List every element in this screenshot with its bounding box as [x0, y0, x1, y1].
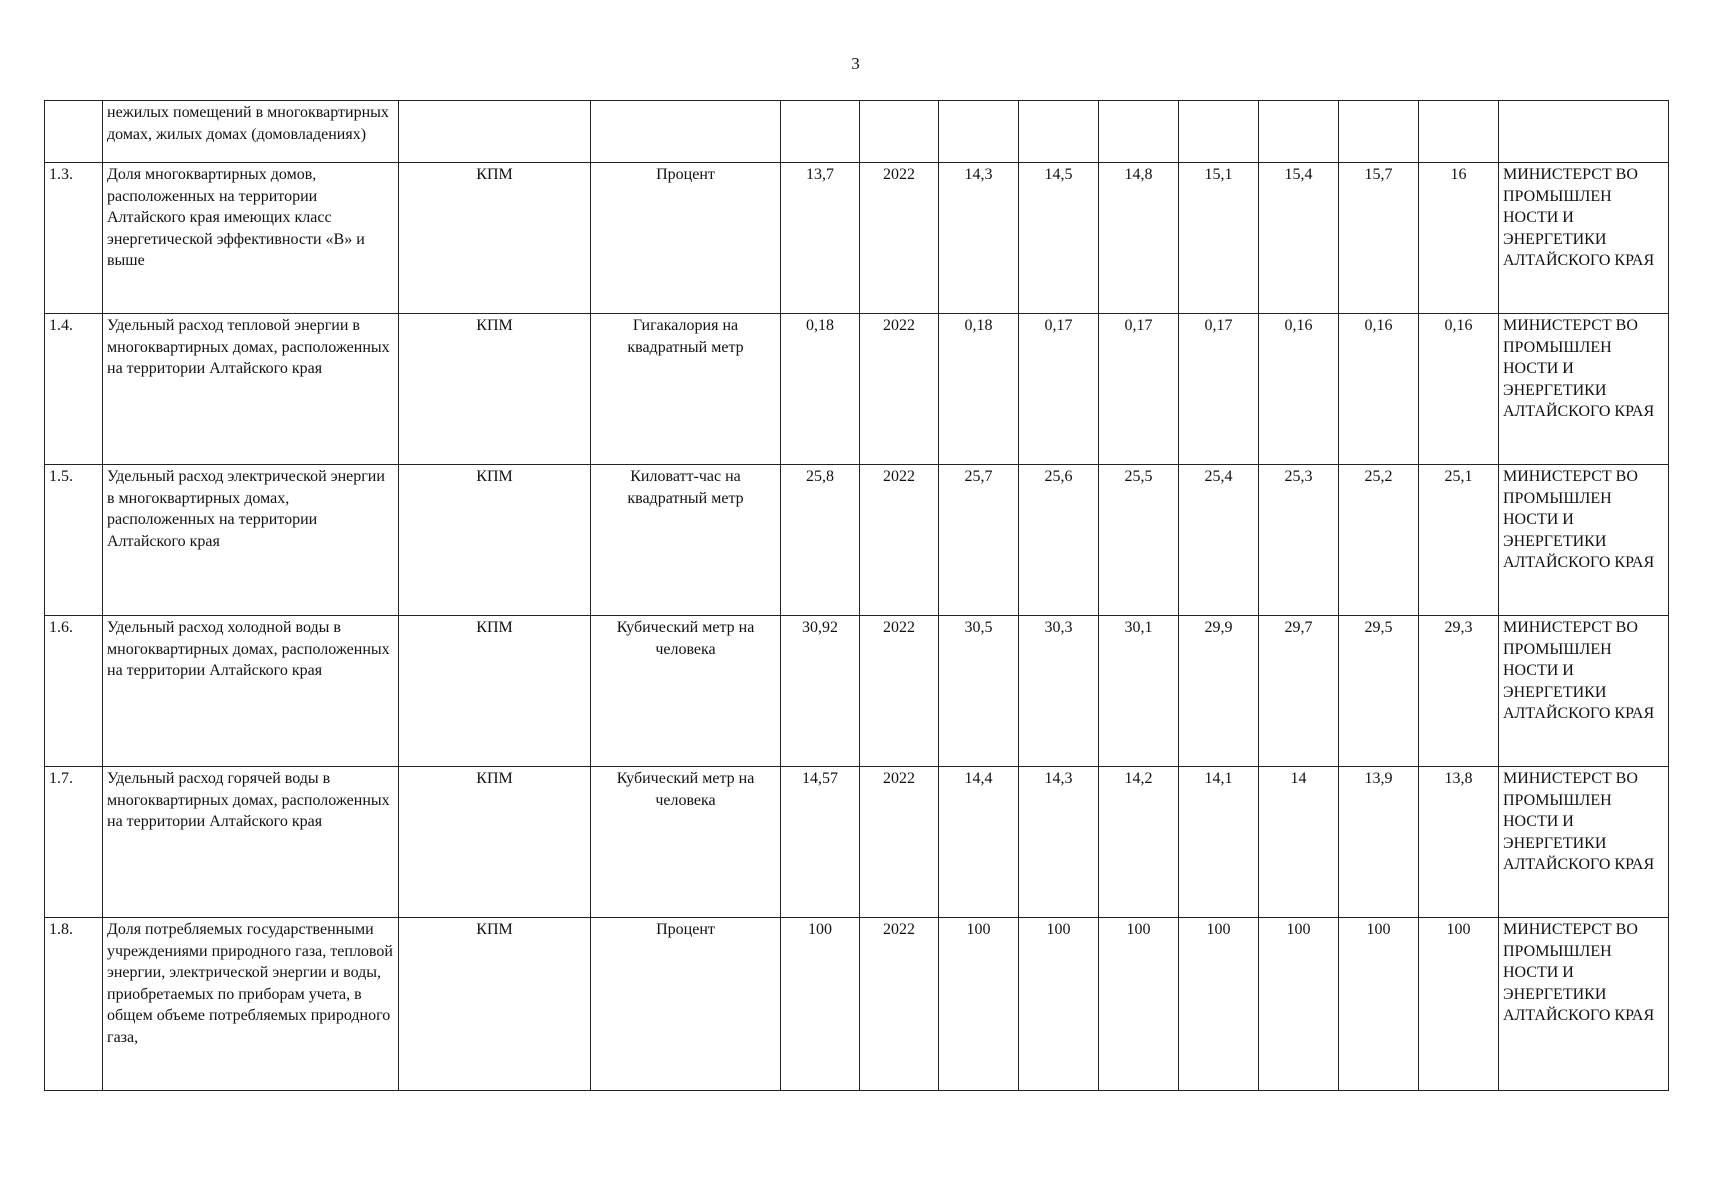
base-year: 2022 — [860, 918, 939, 1091]
responsible-body: МИНИСТЕРСТ ВО ПРОМЫШЛЕН НОСТИ И ЭНЕРГЕТИКИ АЛТАЙСКОГО КРАЯ — [1499, 918, 1669, 1091]
indicators-table — [44, 100, 1669, 1091]
indicator-type: КПМ — [399, 767, 591, 918]
indicator-type: КПМ — [399, 465, 591, 616]
indicator-number: 1.7. — [45, 767, 103, 918]
table-row — [45, 465, 1669, 616]
indicator-type: КПМ — [399, 616, 591, 767]
target-value: 14,2 — [1099, 767, 1179, 918]
target-value: 14 — [1259, 767, 1339, 918]
base-value: 0,18 — [781, 314, 860, 465]
target-value: 100 — [939, 918, 1019, 1091]
target-value: 13,9 — [1339, 767, 1419, 918]
target-value: 14,8 — [1099, 163, 1179, 314]
target-value: 30,3 — [1019, 616, 1099, 767]
indicator-unit: Кубический метр на человека — [591, 767, 781, 918]
table-row — [45, 918, 1669, 1091]
target-value: 100 — [1259, 918, 1339, 1091]
indicator-number: 1.3. — [45, 163, 103, 314]
target-value: 0,16 — [1339, 314, 1419, 465]
cell-base-value — [781, 101, 860, 163]
cell-value — [1339, 101, 1419, 163]
page-number: 3 — [851, 54, 860, 73]
table-row-continuation — [45, 101, 1669, 163]
base-year: 2022 — [860, 616, 939, 767]
target-value: 16 — [1419, 163, 1499, 314]
responsible-body: МИНИСТЕРСТ ВО ПРОМЫШЛЕН НОСТИ И ЭНЕРГЕТИКИ АЛТАЙСКОГО КРАЯ — [1499, 314, 1669, 465]
table-row — [45, 616, 1669, 767]
base-year: 2022 — [860, 314, 939, 465]
target-value: 14,1 — [1179, 767, 1259, 918]
indicator-type: КПМ — [399, 163, 591, 314]
indicator-unit: Кубический метр на человека — [591, 616, 781, 767]
indicator-name: Доля потребляемых государственными учреждениями природного газа, тепловой энергии, электрической энергии и воды, приобретаемых по приборам учета, в общем объеме потребляемых природного газа, — [103, 918, 399, 1091]
target-value: 14,3 — [1019, 767, 1099, 918]
indicator-number: 1.4. — [45, 314, 103, 465]
cell-responsible — [1499, 101, 1669, 163]
indicator-unit: Процент — [591, 163, 781, 314]
target-value: 100 — [1339, 918, 1419, 1091]
target-value: 25,7 — [939, 465, 1019, 616]
cell-num — [45, 101, 103, 163]
cell-name — [103, 101, 399, 163]
cell-value — [1419, 101, 1499, 163]
responsible-body: МИНИСТЕРСТ ВО ПРОМЫШЛЕН НОСТИ И ЭНЕРГЕТИКИ АЛТАЙСКОГО КРАЯ — [1499, 767, 1669, 918]
target-value: 0,16 — [1419, 314, 1499, 465]
cell-type — [399, 101, 591, 163]
target-value: 15,7 — [1339, 163, 1419, 314]
base-year: 2022 — [860, 767, 939, 918]
target-value: 25,1 — [1419, 465, 1499, 616]
target-value: 25,2 — [1339, 465, 1419, 616]
table-row — [45, 163, 1669, 314]
responsible-body: МИНИСТЕРСТ ВО ПРОМЫШЛЕН НОСТИ И ЭНЕРГЕТИКИ АЛТАЙСКОГО КРАЯ — [1499, 616, 1669, 767]
target-value: 13,8 — [1419, 767, 1499, 918]
target-value: 29,7 — [1259, 616, 1339, 767]
table-body — [45, 101, 1669, 1091]
target-value: 25,4 — [1179, 465, 1259, 616]
cell-value — [1099, 101, 1179, 163]
responsible-body: МИНИСТЕРСТ ВО ПРОМЫШЛЕН НОСТИ И ЭНЕРГЕТИКИ АЛТАЙСКОГО КРАЯ — [1499, 465, 1669, 616]
base-year: 2022 — [860, 465, 939, 616]
target-value: 15,1 — [1179, 163, 1259, 314]
base-year: 2022 — [860, 163, 939, 314]
target-value: 30,5 — [939, 616, 1019, 767]
indicator-name: Удельный расход холодной воды в многоквартирных домах, расположенных на территории Алтайского края — [103, 616, 399, 767]
target-value: 100 — [1419, 918, 1499, 1091]
base-value: 100 — [781, 918, 860, 1091]
table-row — [45, 314, 1669, 465]
cell-base-year — [860, 101, 939, 163]
indicator-type: КПМ — [399, 314, 591, 465]
target-value: 14,5 — [1019, 163, 1099, 314]
base-value: 30,92 — [781, 616, 860, 767]
indicator-name: Удельный расход электрической энергии в многоквартирных домах, расположенных на территории Алтайского края — [103, 465, 399, 616]
target-value: 25,6 — [1019, 465, 1099, 616]
cell-value — [939, 101, 1019, 163]
target-value: 25,3 — [1259, 465, 1339, 616]
target-value: 14,4 — [939, 767, 1019, 918]
indicator-name: Удельный расход горячей воды в многоквартирных домах, расположенных на территории Алтайского края — [103, 767, 399, 918]
indicator-unit: Процент — [591, 918, 781, 1091]
target-value: 0,17 — [1179, 314, 1259, 465]
target-value: 0,17 — [1099, 314, 1179, 465]
target-value: 0,17 — [1019, 314, 1099, 465]
cell-unit — [591, 101, 781, 163]
target-value: 15,4 — [1259, 163, 1339, 314]
table-row — [45, 767, 1669, 918]
cell-value — [1259, 101, 1339, 163]
target-value: 30,1 — [1099, 616, 1179, 767]
indicator-number: 1.5. — [45, 465, 103, 616]
cell-value — [1019, 101, 1099, 163]
indicator-name: Удельный расход тепловой энергии в многоквартирных домах, расположенных на территории Алтайского края — [103, 314, 399, 465]
cell-value — [1179, 101, 1259, 163]
target-value: 29,3 — [1419, 616, 1499, 767]
indicator-number: 1.8. — [45, 918, 103, 1091]
target-value: 25,5 — [1099, 465, 1179, 616]
indicator-unit: Гигакалория на квадратный метр — [591, 314, 781, 465]
indicator-type: КПМ — [399, 918, 591, 1091]
indicator-name: нежилых помещений в многоквартирных домах, жилых домах (домовладениях) — [107, 104, 389, 143]
base-value: 25,8 — [781, 465, 860, 616]
indicator-number: 1.6. — [45, 616, 103, 767]
indicator-name: Доля многоквартирных домов, расположенных на территории Алтайского края имеющих класс энергетической эффективности «В» и выше — [103, 163, 399, 314]
base-value: 13,7 — [781, 163, 860, 314]
target-value: 29,9 — [1179, 616, 1259, 767]
target-value: 100 — [1099, 918, 1179, 1091]
indicator-unit: Киловатт-час на квадратный метр — [591, 465, 781, 616]
target-value: 14,3 — [939, 163, 1019, 314]
target-value: 0,16 — [1259, 314, 1339, 465]
target-value: 100 — [1019, 918, 1099, 1091]
target-value: 29,5 — [1339, 616, 1419, 767]
target-value: 0,18 — [939, 314, 1019, 465]
target-value: 100 — [1179, 918, 1259, 1091]
base-value: 14,57 — [781, 767, 860, 918]
responsible-body: МИНИСТЕРСТ ВО ПРОМЫШЛЕН НОСТИ И ЭНЕРГЕТИКИ АЛТАЙСКОГО КРАЯ — [1499, 163, 1669, 314]
